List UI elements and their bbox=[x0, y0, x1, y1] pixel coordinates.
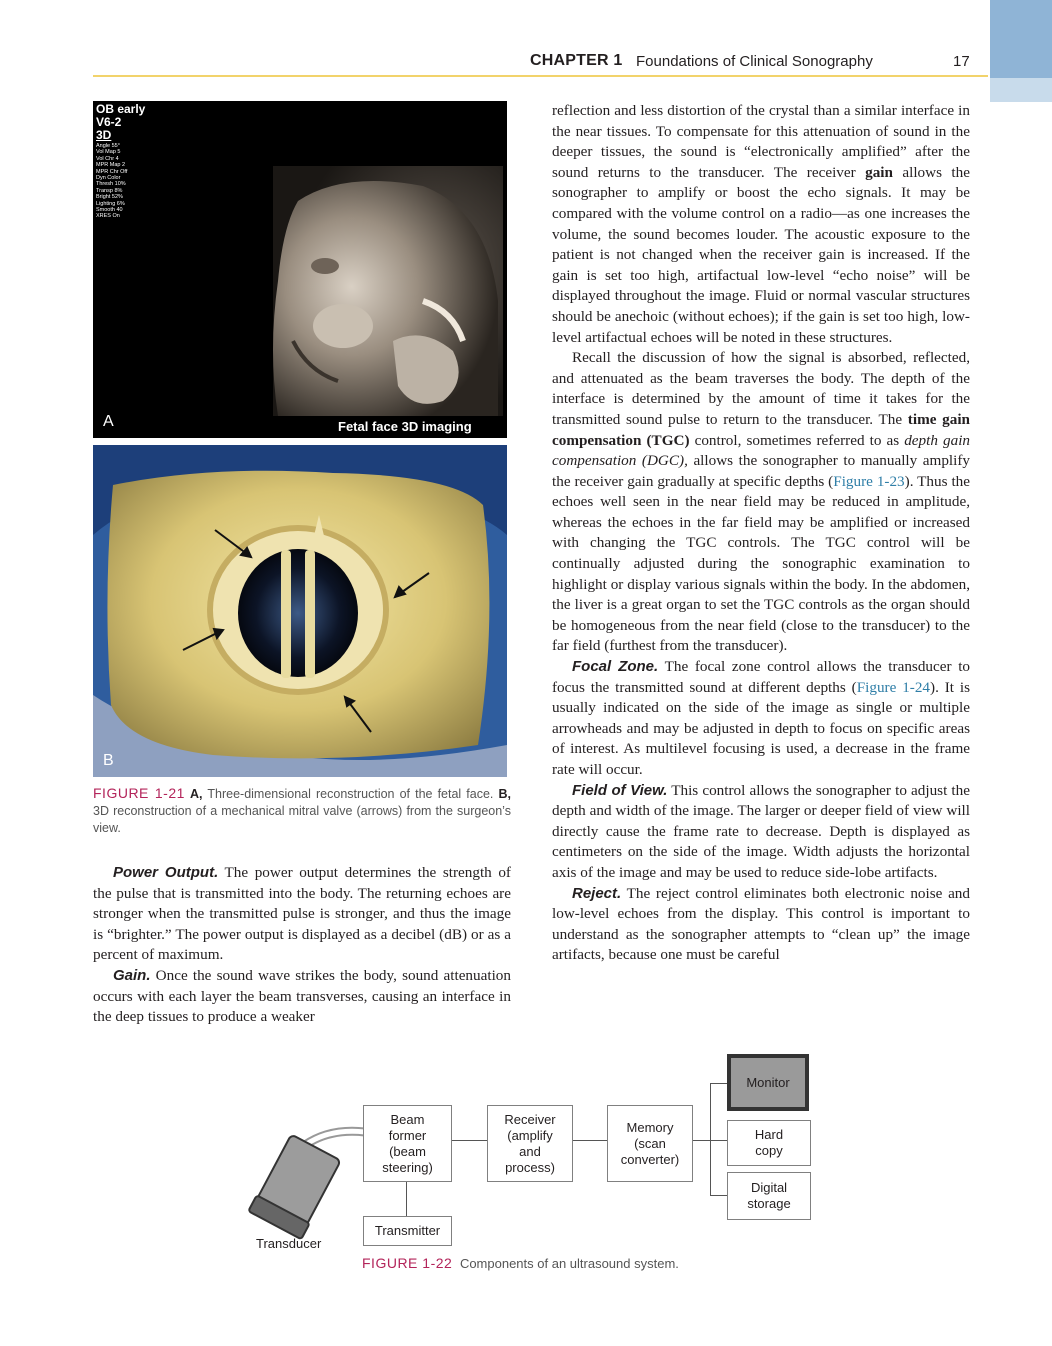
mode-label: 3D bbox=[96, 128, 112, 142]
panel-letter-a: A bbox=[103, 413, 114, 430]
tgc-text-3: allows the sonographer to manually amplify the receiver gain gradually at specific depths ( bbox=[552, 452, 971, 490]
gain-continued-text-1: reflection and less distortion of the crystal than a similar interface in the near tissues. To compensate for this attenuation of sound in the deeper tissues, the sound is “electronically amplified” after the sound returns to the transducer. The receiver bbox=[552, 102, 970, 181]
probe-label: V6-2 bbox=[96, 115, 122, 129]
reject-paragraph bbox=[552, 884, 970, 966]
preset-label: OB early bbox=[96, 102, 146, 116]
connector-beamformer-receiver bbox=[450, 1140, 487, 1141]
setting-item: Vol Chr 4 bbox=[96, 155, 119, 162]
transmitter-box: Transmitter bbox=[363, 1216, 452, 1246]
chapter-title: Foundations of Clinical Sonography bbox=[636, 53, 873, 70]
box-label: Digital storage bbox=[747, 1180, 791, 1211]
gain-paragraph bbox=[93, 966, 511, 1028]
box-label: Memory (scan converter) bbox=[620, 1119, 680, 1167]
chapter-tab-lower bbox=[990, 78, 1052, 102]
focal-zone-heading: Focal Zone. bbox=[572, 658, 659, 676]
setting-item: MPR Map 2 bbox=[96, 162, 126, 169]
field-of-view-paragraph bbox=[552, 781, 970, 884]
focal-zone-text-2: ). It is usually indicated on the side of the image as single or multiple arrowheads and may be adjusted in depth to focus on specific areas of interest. As multilevel focusing is used, a decrease in the frame rate will occur. bbox=[552, 678, 970, 778]
setting-item: Dyn Color bbox=[96, 175, 121, 182]
figure-1-22-caption bbox=[362, 1255, 679, 1271]
figure-1-21a-fetal-face-image bbox=[93, 101, 507, 438]
tgc-text-2: control, sometimes referred to as bbox=[694, 431, 900, 449]
focal-zone-text-1: The focal zone control allows the transducer to focus the transmitted sound at different depths ( bbox=[552, 658, 971, 696]
figure-1-23-link[interactable]: Figure 1-23 bbox=[833, 472, 905, 490]
right-column bbox=[552, 101, 970, 966]
gain-text: Once the sound wave strikes the body, sound attenuation occurs with each layer the beam transverses, causing an interface in the deep tissues to produce a weaker bbox=[93, 966, 511, 1026]
receiver-box bbox=[487, 1105, 573, 1182]
power-output-text: The power output determines the strength of the pulse that is transmitted into the body. The returning echoes are stronger when the transmitted pulse is stronger, and thus the image is “brighter.” The power output is displayed as a decibel (dB) or as a percent of maximum. bbox=[93, 864, 511, 964]
setting-item: Transp 8% bbox=[96, 187, 123, 194]
connector-digital-storage bbox=[710, 1195, 727, 1196]
fetal-face-render bbox=[93, 101, 507, 438]
setting-item: Angle 55° bbox=[96, 143, 120, 149]
focal-zone-paragraph bbox=[552, 657, 970, 781]
beam-former-box bbox=[363, 1105, 452, 1182]
field-of-view-text: This control allows the sonographer to adjust the depth and width of the image. The larger or deeper field of view will directly cause the frame rate to decrease. Depth is displayed as centimeters on the side of the image. Width adjusts the horizontal axis of the image and may be used to reduce side-lobe artifacts. bbox=[552, 781, 970, 881]
panel-letter-b: B bbox=[103, 752, 114, 769]
gain-continued-text-2: allows the sonographer to amplify or boost the echo signals. It may be compared with the volume control on a radio—as one increases the volume, the sound becomes louder. The acoustic exposure to the patient is not changed when the receiver gain is increased. If the gain is set too high, artifactual low-level “echo noise” will be displayed throughout the image. Fluid or normal vascular structures should be anechoic (without echoes); if the gain is set too high, low-level artifactual echoes will be noted in these structures. bbox=[552, 163, 970, 346]
power-output-paragraph bbox=[93, 863, 511, 966]
mitral-valve-render bbox=[93, 445, 507, 777]
chapter-tab bbox=[990, 0, 1052, 78]
tgc-paragraph bbox=[552, 348, 970, 657]
caption-letter-b: B, bbox=[498, 787, 511, 801]
transducer-icon bbox=[240, 1120, 370, 1245]
figure-1-24-link[interactable]: Figure 1-24 bbox=[856, 678, 931, 696]
reject-heading: Reject. bbox=[572, 884, 622, 902]
gain-term: gain bbox=[865, 163, 893, 181]
figure-1-21b-mitral-valve-image bbox=[93, 445, 507, 777]
monitor-box: Monitor bbox=[727, 1054, 809, 1111]
page-number: 17 bbox=[953, 53, 970, 70]
caption-text-b: 3D reconstruction of a mechanical mitral valve (arrows) from the surgeon’s view. bbox=[93, 804, 511, 835]
setting-item: XRES On bbox=[96, 213, 120, 220]
tgc-term: time gain compensation (TGC) bbox=[552, 410, 970, 449]
caption-letter-a: A, bbox=[190, 787, 203, 801]
hard-copy-box bbox=[727, 1120, 811, 1166]
tgc-text-4: ). Thus the echoes well seen in the near field may be reduced in amplitude, whereas the echoes in the far field may be amplified or increased with changing the TGC controls. The TGC control will be continually adjusted during the sonographic examination to highlight or display various signals within the body. In the abdomen, the liver is a great organ to set the TGC controls as the organ should be homogeneous from the near field (close to the transducer) to the far field (furthest from the transducer). bbox=[552, 472, 970, 655]
connector-hard-copy bbox=[710, 1140, 727, 1141]
connector-memory-outputs bbox=[691, 1140, 710, 1141]
connector-transmitter bbox=[406, 1180, 407, 1216]
setting-item: Vol Map 5 bbox=[96, 149, 121, 156]
setting-item: Smooth 40 bbox=[96, 207, 123, 214]
connector-output-bus bbox=[710, 1083, 711, 1195]
field-of-view-heading: Field of View. bbox=[572, 781, 668, 799]
left-column bbox=[93, 863, 511, 1028]
setting-item: Lighting 6% bbox=[96, 200, 125, 207]
figure-1-21-number: FIGURE 1-21 bbox=[93, 785, 185, 801]
tgc-text-1: Recall the discussion of how the signal is absorbed, reflected, and attenuated as the beam traverses the body. The depth of the interface is determined by the amount of time it takes for the transmitted sound pulse to return to the transducer. The bbox=[552, 349, 970, 428]
settings-list bbox=[96, 143, 127, 220]
figure-1-21-caption bbox=[93, 785, 511, 837]
dgc-term: depth gain compensation (DGC), bbox=[552, 431, 971, 470]
memory-box bbox=[607, 1105, 693, 1182]
power-output-heading: Power Output. bbox=[113, 864, 219, 881]
digital-storage-box bbox=[727, 1172, 811, 1220]
chapter-label: CHAPTER 1 bbox=[530, 52, 623, 69]
connector-receiver-memory bbox=[571, 1140, 607, 1141]
connector-monitor bbox=[710, 1083, 727, 1084]
gain-heading: Gain. bbox=[113, 966, 151, 984]
gain-continued-paragraph bbox=[552, 101, 970, 348]
reject-text: The reject control eliminates both electronic noise and low-level echoes from the display. This control is important to understand as the sonographer attempts to “clean up” the image artifacts, because one must be careful bbox=[552, 884, 970, 964]
transducer-label: Transducer bbox=[256, 1236, 322, 1251]
figure-1-22-text: Components of an ultrasound system. bbox=[459, 1256, 679, 1271]
box-label: Beam former (beam steering) bbox=[382, 1111, 433, 1175]
setting-item: MPR Chr Off bbox=[96, 168, 128, 175]
header-rule bbox=[93, 75, 988, 77]
figure-1-22-number: FIGURE 1-22 bbox=[362, 1255, 453, 1271]
fetal-face-label: Fetal face 3D imaging bbox=[338, 419, 472, 434]
caption-text-a: Three-dimensional reconstruction of the fetal face. bbox=[207, 787, 494, 801]
box-label: Hard copy bbox=[754, 1127, 784, 1158]
box-label: Receiver (amplify and process) bbox=[504, 1111, 556, 1175]
setting-item: Thresh 10% bbox=[96, 181, 126, 188]
setting-item: Bright 52% bbox=[96, 194, 123, 201]
